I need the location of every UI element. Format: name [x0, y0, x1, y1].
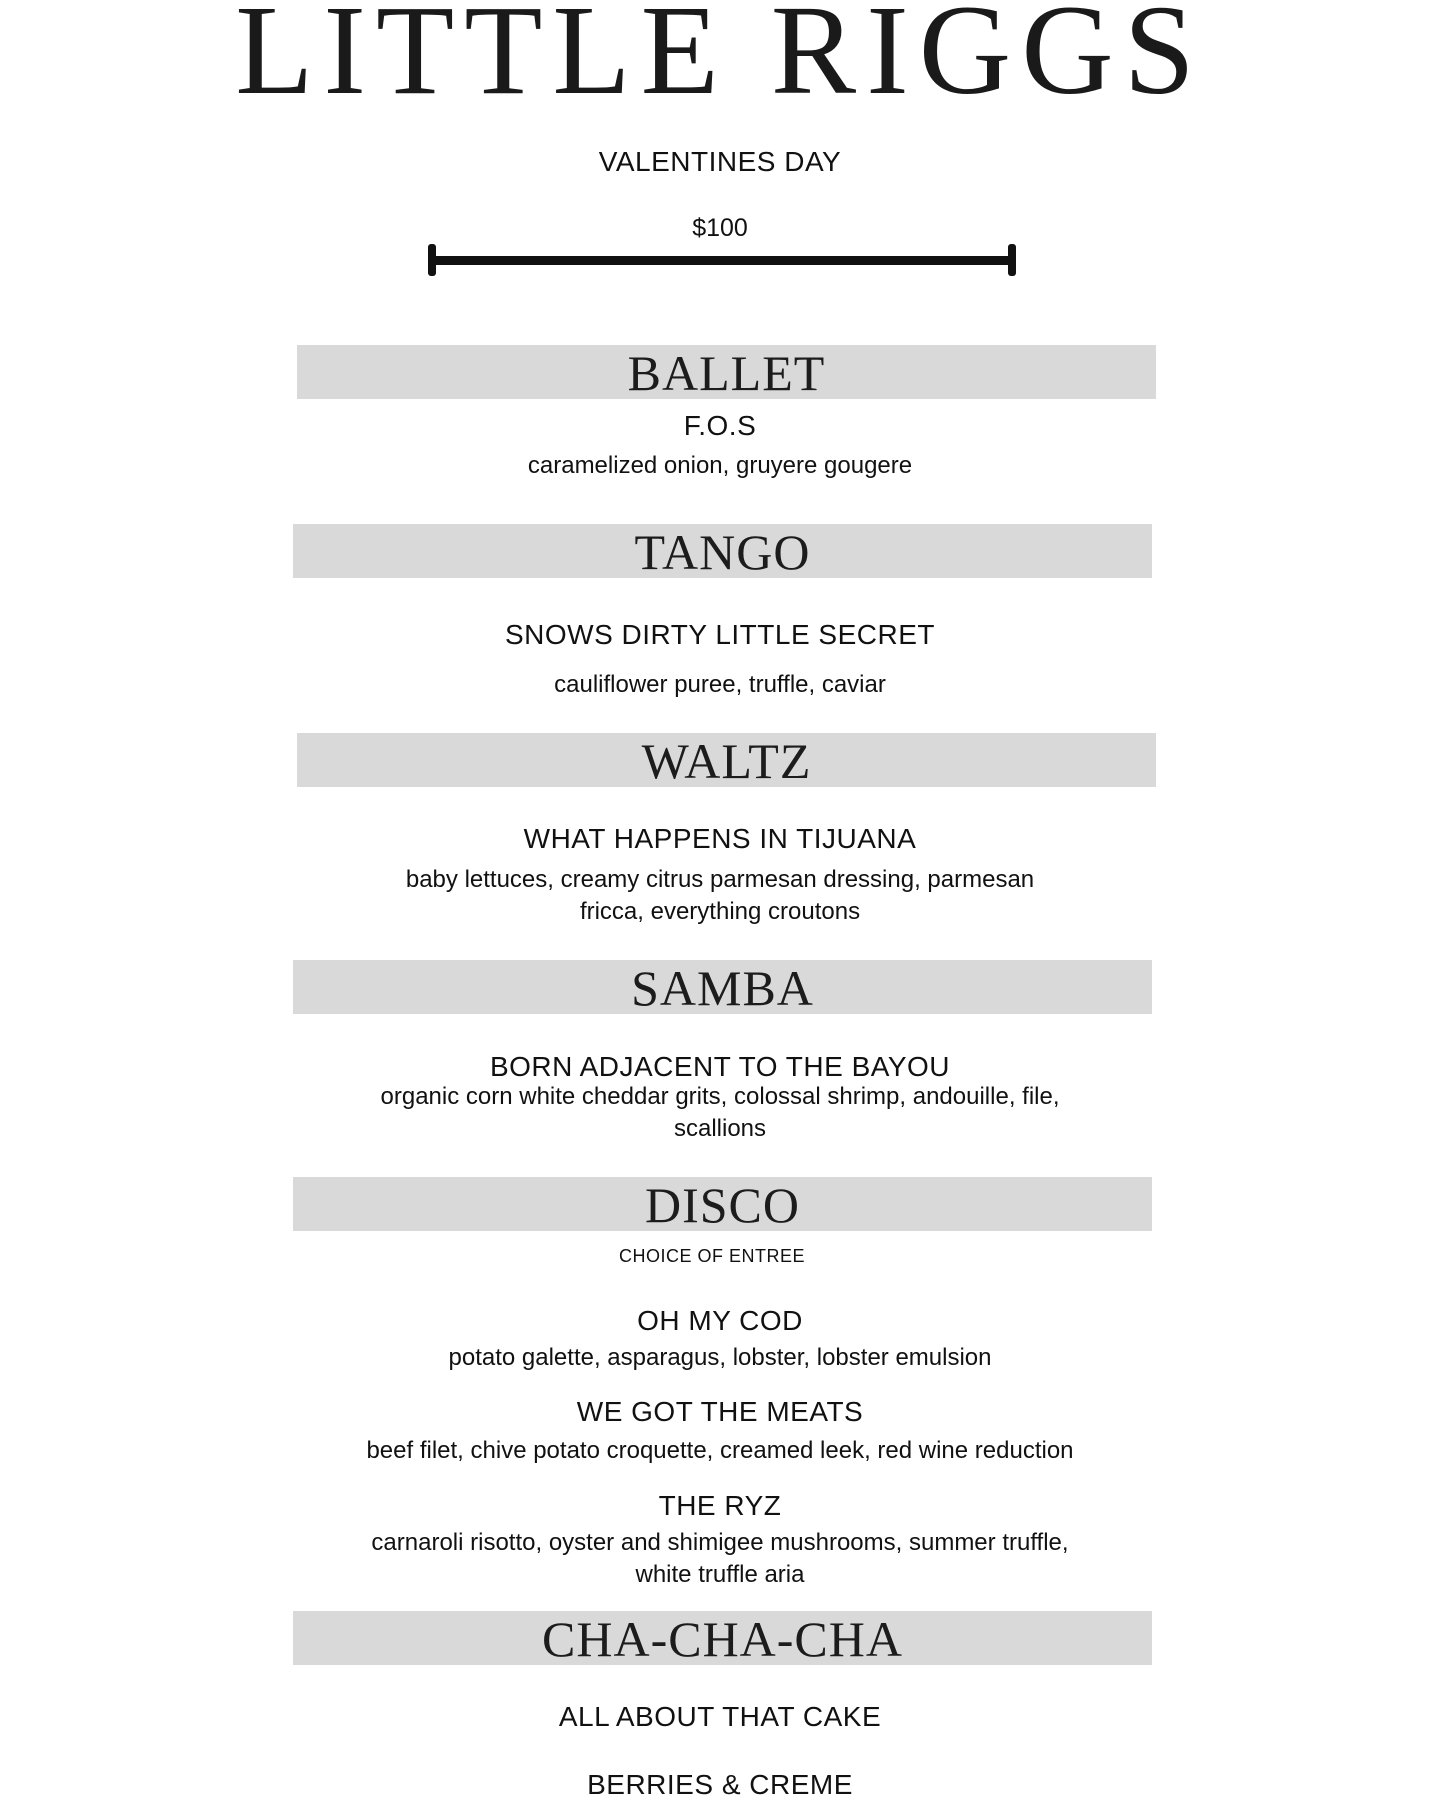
course-note: CHOICE OF ENTREE: [618, 1246, 805, 1266]
dish-name: WE GOT THE MEATS: [576, 1396, 864, 1427]
dish-name: OH MY COD: [637, 1305, 803, 1336]
dish-description: organic corn white cheddar grits, colossal shrimp, andouille, file,: [380, 1083, 1060, 1110]
dish-description: fricca, everything croutons: [579, 898, 861, 925]
dish-description: scallions: [673, 1115, 767, 1142]
occasion-heading: VALENTINES DAY: [598, 146, 842, 177]
dish-name: SNOWS DIRTY LITTLE SECRET: [505, 619, 935, 650]
dish-name: WHAT HAPPENS IN TIJUANA: [523, 823, 917, 854]
restaurant-title: LITTLE RIGGS: [235, 0, 1205, 121]
dish-description: caramelized onion, gruyere gougere: [527, 452, 913, 479]
dish-description: potato galette, asparagus, lobster, lobster emulsion: [448, 1344, 992, 1371]
dish-name: BORN ADJACENT TO THE BAYOU: [489, 1051, 951, 1082]
dish-description: baby lettuces, creamy citrus parmesan dressing, parmesan: [405, 866, 1035, 893]
dish-description: carnaroli risotto, oyster and shimigee mushrooms, summer truffle,: [371, 1529, 1069, 1556]
dish-description: beef filet, chive potato croquette, creamed leek, red wine reduction: [366, 1437, 1074, 1464]
course-heading-waltz: WALTZ: [297, 733, 1156, 787]
course-heading-ballet: BALLET: [297, 345, 1156, 399]
dish-description: white truffle aria: [635, 1561, 805, 1588]
course-heading-tango: TANGO: [293, 524, 1152, 578]
dish-name: BERRIES & CREME: [587, 1769, 853, 1800]
dish-name: F.O.S: [683, 410, 757, 441]
course-heading-disco: DISCO: [293, 1177, 1152, 1231]
price-divider: [432, 256, 1012, 265]
dish-description: cauliflower puree, truffle, caviar: [554, 671, 886, 698]
dish-name: THE RYZ: [658, 1490, 782, 1521]
dish-name: ALL ABOUT THAT CAKE: [558, 1701, 882, 1732]
course-heading-cha-cha-cha: CHA-CHA-CHA: [293, 1611, 1152, 1665]
menu-price: $100: [692, 214, 748, 242]
course-heading-samba: SAMBA: [293, 960, 1152, 1014]
